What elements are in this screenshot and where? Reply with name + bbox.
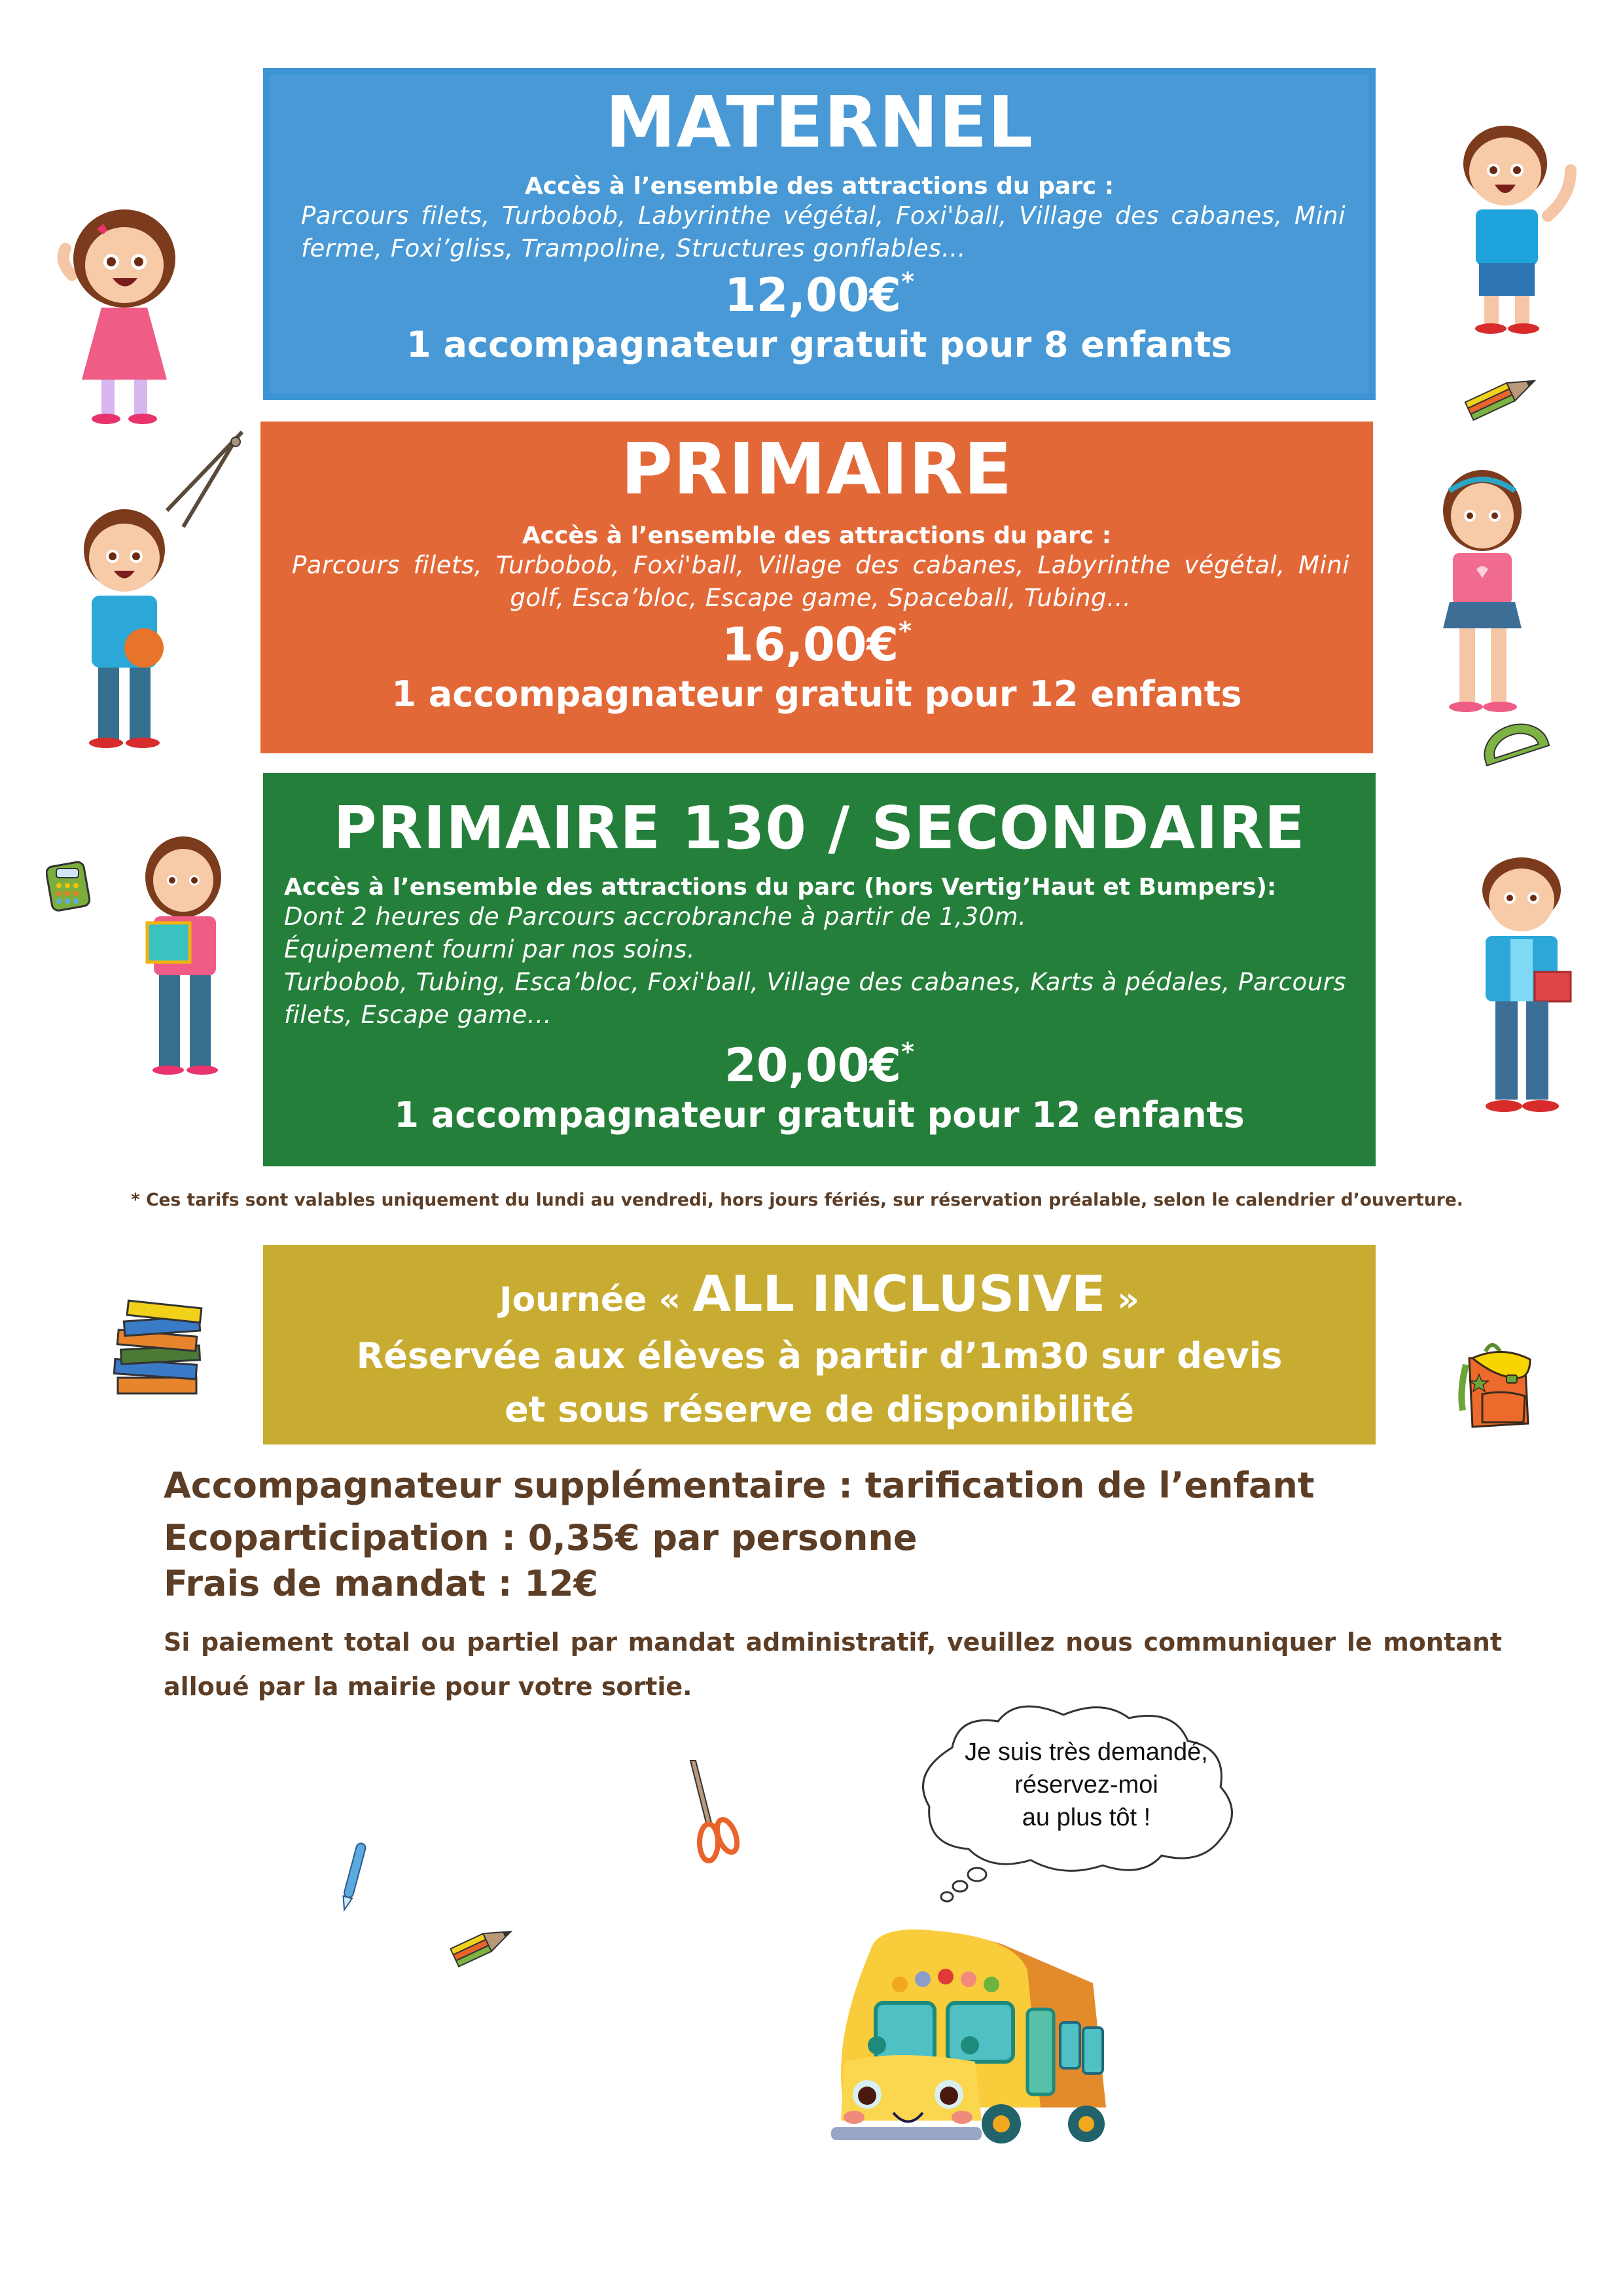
offer-attractions (263, 901, 1376, 1031)
offer-price (270, 267, 1369, 322)
offer-intro: Accès à l’ensemble des attractions du parc : (522, 522, 1112, 549)
offer-intro: Accès à l’ensemble des attractions du parc (hors Vertig’Haut et Bumpers): (284, 874, 1277, 901)
offer-companion-ratio: 1 accompagnateur gratuit pour 12 enfants (394, 1094, 1245, 1136)
offer-attraction-line: Équipement fourni par nos soins. (284, 935, 696, 963)
offer-title: PRIMAIRE 130 / SECONDAIRE (333, 794, 1306, 863)
all-inclusive-suffix: » (1105, 1280, 1139, 1319)
price-asterisk: * (901, 1037, 914, 1066)
offer-intro: Accès à l’ensemble des attractions du parc : (524, 173, 1115, 200)
calculator-icon (46, 861, 92, 913)
all-inclusive-title (263, 1265, 1376, 1323)
girl-backpack-icon (1420, 465, 1544, 720)
offer-attraction-line: Dont 2 heures de Parcours accrobranche à partir de 1,30m. (284, 903, 1027, 931)
price-value: 12,00€ (724, 268, 902, 322)
girl-waving-icon (46, 196, 203, 432)
book-stack-icon (111, 1299, 209, 1404)
mandate-note: Si paiement total ou partiel par mandat administratif, veuillez nous communiquer le montant alloué par la mairie pour votre sortie. (164, 1628, 1502, 1701)
eco-participation-info: Ecoparticipation : 0,35€ par personne (164, 1517, 918, 1558)
offer-title: MATERNEL (605, 82, 1034, 164)
price-value: 16,00€ (722, 618, 899, 672)
extra-companion-info: Accompagnateur supplémentaire : tarification de l’enfant (164, 1465, 1315, 1506)
backpack-icon (1453, 1338, 1544, 1437)
boy-basketball-icon (65, 504, 183, 753)
price-asterisk: * (901, 267, 914, 296)
offer-attractions: Parcours filets, Turbobob, Labyrinthe végétal, Foxi'ball, Village des cabanes, Mini ferme, Foxi’gliss, Trampoline, Structures gonflables… (301, 202, 1346, 262)
price-value: 20,00€ (724, 1039, 902, 1092)
offer-secondaire (263, 773, 1376, 1166)
bubble-text (916, 1736, 1257, 1834)
offer-companion-ratio: 1 accompagnateur gratuit pour 12 enfants (391, 673, 1242, 715)
boy-waving-icon (1440, 118, 1584, 340)
price-asterisk: * (899, 617, 912, 645)
all-inclusive-line: et sous réserve de disponibilité (505, 1389, 1134, 1430)
all-inclusive-highlight: ALL INCLUSIVE (692, 1265, 1106, 1323)
all-inclusive-banner (263, 1245, 1376, 1444)
pencil-icon (445, 1914, 524, 1973)
offer-maternel (263, 68, 1376, 400)
offer-primaire (260, 422, 1373, 753)
offer-title: PRIMAIRE (620, 429, 1013, 511)
protractor-icon (1476, 720, 1554, 772)
pencil-icon (1459, 367, 1544, 425)
bubble-line: au plus tôt ! (1022, 1804, 1151, 1831)
bubble-line: réservez-moi (1014, 1771, 1158, 1799)
pen-icon (334, 1839, 373, 1918)
mandate-fee-info: Frais de mandat : 12€ (164, 1563, 599, 1604)
offer-attraction-line: Turbobob, Tubing, Esca’bloc, Foxi'ball, Village des cabanes, Karts à pédales, Parcours filets, Escape game… (284, 968, 1347, 1029)
boy-book-icon (1459, 851, 1584, 1126)
bubble-line: Je suis très demandé, (965, 1738, 1208, 1766)
scissors-icon (684, 1757, 743, 1869)
offer-attractions: Parcours filets, Turbobob, Foxi'ball, Village des cabanes, Labyrinthe végétal, Mini golf, Esca’bloc, Escape game, Spaceball, Tubing… (292, 551, 1349, 612)
school-bus-icon (805, 1911, 1119, 2147)
offer-price (263, 1037, 1376, 1092)
offer-companion-ratio: 1 accompagnateur gratuit pour 8 enfants (406, 323, 1232, 365)
pricing-footnote: * Ces tarifs sont valables uniquement du lundi au vendredi, hors jours fériés, sur réservation préalable, selon le calendrier d’ouverture. (131, 1190, 1463, 1210)
girl-books-icon (134, 831, 239, 1086)
offer-price (260, 617, 1373, 672)
all-inclusive-prefix: Journée « (499, 1280, 693, 1319)
all-inclusive-conditions (263, 1329, 1376, 1437)
all-inclusive-line: Réservée aux élèves à partir d’1m30 sur devis (356, 1335, 1283, 1376)
